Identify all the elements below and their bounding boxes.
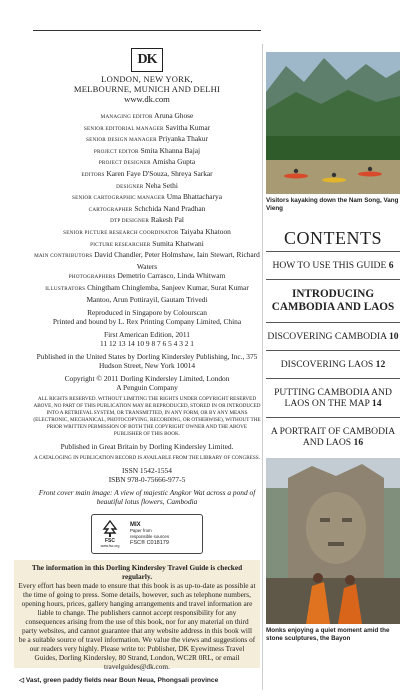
credit-role: MANAGING EDITOR xyxy=(100,114,153,120)
credit-name: Rakesh Pal xyxy=(150,215,184,225)
published-gb: Published in Great Britain by Dorling Kindersley Limited. xyxy=(60,442,234,452)
credit-entry xyxy=(33,239,261,251)
toc-entry-title: INTRODUCING CAMBODIA AND LAOS xyxy=(271,288,395,313)
credit-name: Schchida Nand Pradhan xyxy=(134,203,206,213)
credit-name: Amisha Gupta xyxy=(152,157,196,167)
toc-divider xyxy=(266,322,400,323)
toc-entry-title: HOW TO USE THIS GUIDE xyxy=(272,260,387,271)
credit-name: Taiyaba Khatoon xyxy=(180,226,231,236)
credit-name: Uma Bhattacharya xyxy=(166,192,222,202)
fsc-tree-icon xyxy=(96,520,124,548)
published-us: Published in the United States by Dorling Kindersley Publishing, Inc., 375 Hudson Street, New York 10014 xyxy=(36,352,258,371)
info-box xyxy=(14,560,260,671)
toc-entry[interactable] xyxy=(266,420,400,454)
fsc-mix-label: MIX xyxy=(130,522,141,529)
fsc-logo-text: FSC xyxy=(105,538,115,545)
credit-entry xyxy=(33,181,261,193)
publisher-cities-line-2: MELBOURNE, MUNICH AND DELHI xyxy=(73,84,221,94)
toc-entry-page: 12 xyxy=(375,359,386,370)
credit-name: Chingtham Chinglemba, Sanjeev Kumar, Surat Kumar Mantoo, Arun Pottirayil, Gautam Trivedi xyxy=(86,282,249,304)
print-run-line: 11 12 13 14 10 9 8 7 6 5 4 3 2 1 xyxy=(100,339,194,349)
credit-name: Aruna Ghose xyxy=(154,111,194,120)
credit-entry xyxy=(33,250,261,271)
info-heading: The information in this Dorling Kindersley Travel Guide is checked regularly. xyxy=(31,563,243,581)
top-rule xyxy=(33,30,261,31)
toc-divider xyxy=(266,378,400,379)
cover-caption: Front cover main image: A view of majestic Angkor Wat across a pond of beautiful lotus flowers, Cambodia xyxy=(38,488,256,507)
credit-role: SENIOR EDITORIAL MANAGER xyxy=(83,125,164,132)
credit-entry xyxy=(33,169,261,181)
printed-line: Printed and bound by L. Rex Printing Company Limited, China xyxy=(52,317,242,327)
credit-role: ILLUSTRATORS xyxy=(45,285,86,292)
toc-entry[interactable] xyxy=(266,381,400,415)
credit-role: PROJECT EDITOR xyxy=(93,148,139,155)
fsc-badge xyxy=(91,514,203,554)
credit-role: SENIOR CARTOGRAPHIC MANAGER xyxy=(72,195,165,202)
credit-role: MAIN CONTRIBUTORS xyxy=(34,253,93,260)
contents-column xyxy=(266,52,400,643)
credit-role: SENIOR DESIGN MANAGER xyxy=(86,137,157,144)
toc-entry-title: DISCOVERING LAOS xyxy=(280,359,374,370)
reproduced-line: Reproduced in Singapore by Colourscan xyxy=(87,308,207,318)
bayon-monks-photo xyxy=(266,458,400,624)
credit-role: PHOTOGRAPHERS xyxy=(68,274,116,281)
credit-name: Savitha Kumar xyxy=(165,122,211,132)
credit-entry xyxy=(33,146,261,158)
publisher-website: www.dk.com xyxy=(124,94,170,104)
fsc-site: www.fsc.org xyxy=(100,544,120,549)
fsc-line-2: responsible sources xyxy=(130,533,170,539)
dk-logo: DK xyxy=(131,48,163,72)
toc-entry-title: DISCOVERING CAMBODIA xyxy=(267,331,387,342)
toc-entry[interactable] xyxy=(266,325,400,348)
credit-name: Priyanka Thakur xyxy=(158,134,208,144)
credit-entry xyxy=(33,215,261,227)
toc-entry[interactable] xyxy=(266,353,400,376)
kayaking-photo xyxy=(266,52,400,194)
publisher-cities-line-1: LONDON, NEW YORK, xyxy=(101,74,193,84)
issn-line: ISSN 1542-1554 xyxy=(122,466,172,476)
credit-name: Demetrio Carrasco, Linda Whitwam xyxy=(117,271,226,281)
edition-line: First American Edition, 2011 xyxy=(104,330,190,340)
credits-list xyxy=(33,111,261,304)
toc-entry-title: A PORTRAIT OF CAMBODIA AND LAOS xyxy=(270,426,396,448)
toc-entry-page: 6 xyxy=(388,260,394,271)
credit-entry xyxy=(33,204,261,216)
credit-entry xyxy=(33,192,261,204)
credit-role: PICTURE RESEARCHER xyxy=(90,241,151,248)
bottom-caption: ◁ Vast, green paddy fields near Boun Neua, Phongsali province xyxy=(19,677,219,684)
credit-role: DESIGNER xyxy=(116,183,144,190)
toc-entry[interactable] xyxy=(266,254,400,277)
toc-entry-page: 10 xyxy=(388,331,399,342)
credit-role: DTP DESIGNER xyxy=(110,218,150,225)
fsc-line-1: Paper from xyxy=(130,528,152,534)
credit-name: Sumita Khatwani xyxy=(152,238,204,248)
toc-divider xyxy=(266,417,400,418)
isbn-line: ISBN 978-0-75666-977-5 xyxy=(108,475,186,485)
rights-notice: ALL RIGHTS RESERVED. WITHOUT LIMITING THE RIGHTS UNDER COPYRIGHT RESERVED ABOVE, NO PART OF THIS PUBLICATION MAY BE REPRODUCED, STORED IN OR INTRODUCED INTO A RETRIEVAL SYSTEM, OR TRANSMITTED, IN ANY FORM, OR BY ANY MEANS (ELECTRONIC, MECHANICAL, PHOTOCOPYING, RECORDING, OR OTHERWISE), WITHOUT THE PRIOR WRITTEN PERMISSION OF BOTH THE COPYRIGHT OWNER AND THE ABOVE PUBLISHER OF THIS BOOK. xyxy=(33,396,261,438)
kayaking-caption: Visitors kayaking down the Nam Song, Vang Vieng xyxy=(266,197,399,212)
credit-entry xyxy=(33,123,261,135)
credit-name: Karen Faye D'Souza, Shreya Sarkar xyxy=(106,168,213,178)
credit-entry xyxy=(33,227,261,239)
info-body: Every effort has been made to ensure that this book is as up-to-date as possible at the time of going to press. Some details, however, such as telephone numbers, opening hours, prices, gallery hanging arrangements and travel information are liable to change. The publishers cannot accept responsibility for any consequences arising from the use of this book, nor for any material on third party websites, and cannot guarantee that any website address in this book will be a suitable source of travel information. We value the views and suggestions of our readers very highly. Please write to: Publisher, DK Eyewitness Travel Guides, Dorling Kindersley, 80 Strand, London, WC2R 0RL, or email travelguides@dk.com. xyxy=(18,581,256,671)
copyright-line: Copyright © 2011 Dorling Kindersley Limited, London xyxy=(64,374,230,384)
catalog-notice: A CATALOGING IN PUBLICATION RECORD IS AVAILABLE FROM THE LIBRARY OF CONGRESS. xyxy=(34,455,260,462)
toc-entry-title: PUTTING CAMBODIA AND LAOS ON THE MAP xyxy=(274,387,392,409)
credit-name: David Chandler, Peter Holmshaw, Iain Stewart, Richard Waters xyxy=(94,250,260,271)
credit-role: EDITORS xyxy=(81,171,105,178)
credit-entry xyxy=(33,111,261,123)
credit-role: SENIOR PICTURE RESEARCH COORDINATOR xyxy=(63,229,179,236)
credit-name: Smita Khanna Bajaj xyxy=(140,145,201,155)
toc-entry[interactable] xyxy=(266,282,400,320)
credit-entry xyxy=(33,271,261,283)
table-of-contents xyxy=(266,254,400,454)
toc-entry-page: 14 xyxy=(371,398,382,409)
credit-role: PROJECT DESIGNER xyxy=(98,160,151,167)
monks-caption: Monks enjoying a quiet moment amid the stone sculptures, the Bayon xyxy=(266,627,390,642)
toc-divider xyxy=(266,279,400,280)
contents-rule xyxy=(266,251,400,252)
toc-divider xyxy=(266,350,400,351)
contents-title: CONTENTS xyxy=(284,228,382,248)
credit-entry xyxy=(33,157,261,169)
credit-name: Neha Sethi xyxy=(145,180,178,190)
fsc-code: FSC® C018179 xyxy=(130,539,169,546)
credit-entry xyxy=(33,283,261,304)
company-line: A Penguin Company xyxy=(116,383,178,393)
column-divider xyxy=(262,44,263,690)
credit-role: CARTOGRAPHER xyxy=(88,206,133,213)
toc-entry-page: 16 xyxy=(353,437,364,448)
imprint-column xyxy=(33,48,261,554)
credit-entry xyxy=(33,134,261,146)
